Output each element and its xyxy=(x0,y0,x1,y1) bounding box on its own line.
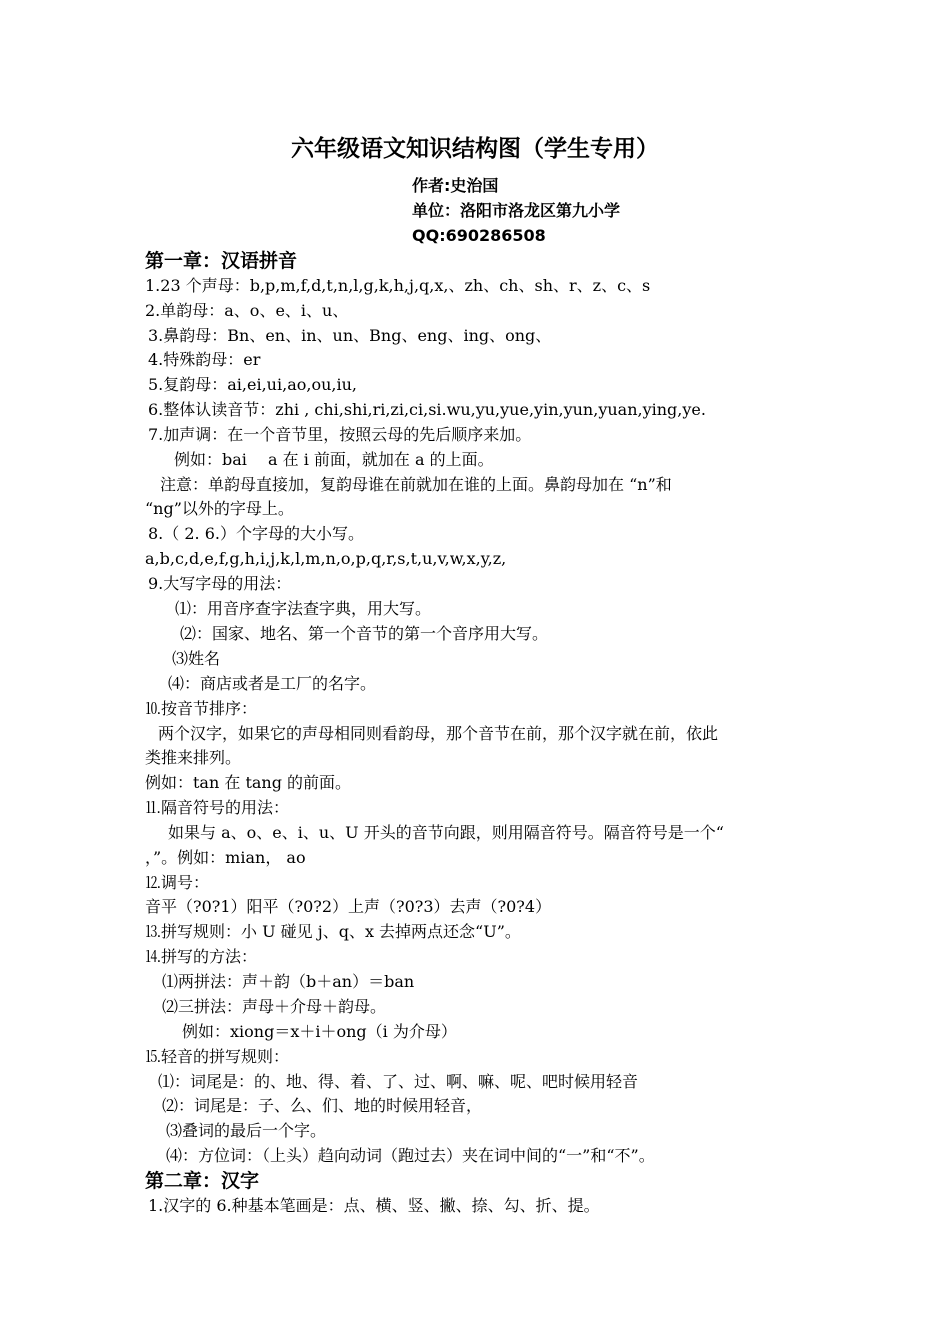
text-line: 例如：bai a 在 i 前面，就加在 a 的上面。 xyxy=(174,450,494,469)
text-line: 1.汉字的 6.种基本笔画是：点、横、竖、撇、捺、勾、折、提。 xyxy=(148,1196,600,1215)
text-line: 例如：tan 在 tang 的前面。 xyxy=(145,773,352,792)
text-line: ⒑按音节排序： xyxy=(145,699,258,718)
text-line: 4.特殊韵母：er xyxy=(148,350,261,369)
text-line: 音平（?0?1）阳平（?0?2）上声（?0?3）去声（?0?4） xyxy=(145,897,552,916)
text-line: 3.鼻韵母：Bn、en、in、un、Bng、eng、ing、ong、 xyxy=(148,326,552,345)
text-line: “ng”以外的字母上。 xyxy=(145,499,294,518)
text-line: 9.大写字母的用法： xyxy=(148,574,292,593)
text-line: ⒒隔音符号的用法： xyxy=(145,798,290,817)
text-line: 5.复韵母：ai,ei,ui,ao,ou,iu, xyxy=(148,375,357,394)
text-line: ⒓调号： xyxy=(145,873,210,892)
text-line: ，”。例如：mian， ao xyxy=(145,848,306,867)
text-line: ⑵：国家、地名、第一个音节的第一个音序用大写。 xyxy=(180,624,549,643)
text-line: 例如：xiong＝x＋i＋ong（i 为介母） xyxy=(182,1022,457,1041)
text-line: 6.整体认读音节：zhi , chi,shi,ri,zi,ci,si.wu,yu,yue,yin,yun,yuan,ying,ye. xyxy=(148,400,706,419)
text-line: ⑴：用音序查字法查字典，用大写。 xyxy=(175,599,432,618)
qq-line: QQ:690286508 xyxy=(412,226,546,245)
text-line: ⑵三拼法：声母＋介母＋韵母。 xyxy=(162,997,387,1016)
unit-line: 单位：洛阳市洛龙区第九小学 xyxy=(412,201,621,220)
text-line: a,b,c,d,e,f,g,h,i,j,k,l,m,n,o,p,q,r,s,t,u,v,w,x,y,z, xyxy=(145,549,507,568)
text-line: ⑴：词尾是：的、地、得、着、了、过、啊、嘛、呢、吧时候用轻音 xyxy=(158,1072,639,1091)
text-line: ⑷：方位词：（上头）趋向动词（跑过去）夹在词中间的“一”和“不”。 xyxy=(166,1146,655,1165)
text-line: ⑵：词尾是：子、么、们、地的时候用轻音， xyxy=(162,1096,483,1115)
text-line: ⑴两拼法：声＋韵（b＋an）＝ban xyxy=(162,972,415,991)
text-line: ⒔拼写规则：小 U 碰见 j、q、x 去掉两点还念“U”。 xyxy=(145,922,521,941)
text-line: 7.加声调：在一个音节里，按照云母的先后顺序来加。 xyxy=(148,425,532,444)
text-line: 8.（ 2. 6.）个字母的大小写。 xyxy=(148,524,364,543)
text-line: 1.23 个声母：b,p,m,f,d,t,n,l,g,k,h,j,q,x,、zh、ch、sh、r、z、c、s xyxy=(145,276,651,295)
text-line: ⒕拼写的方法： xyxy=(145,947,258,966)
text-line: ⑶叠词的最后一个字。 xyxy=(166,1121,327,1140)
chapter-heading-2: 第二章：汉字 xyxy=(145,1170,260,1192)
chapter-heading-1: 第一章：汉语拼音 xyxy=(145,250,298,272)
text-line: ⑶姓名 xyxy=(172,649,221,668)
text-line: ⒖轻音的拼写规则： xyxy=(145,1047,290,1066)
text-line: 两个汉字，如果它的声母相同则看韵母，那个音节在前，那个汉字就在前，依此 xyxy=(158,724,719,743)
page-title: 六年级语文知识结构图（学生专用） xyxy=(291,136,659,162)
text-line: 类推来排列。 xyxy=(145,748,242,767)
author-line: 作者:史治国 xyxy=(412,176,499,195)
text-line: 如果与 a、o、e、i、u、U 开头的音节向跟，则用隔音符号。隔音符号是一个“ xyxy=(168,823,724,842)
text-line: 注意：单韵母直接加，复韵母谁在前就加在谁的上面。鼻韵母加在 “n”和 xyxy=(160,475,672,494)
text-line: ⑷：商店或者是工厂的名字。 xyxy=(168,674,377,693)
text-line: 2.单韵母：a、o、e、i、u、 xyxy=(145,301,349,320)
